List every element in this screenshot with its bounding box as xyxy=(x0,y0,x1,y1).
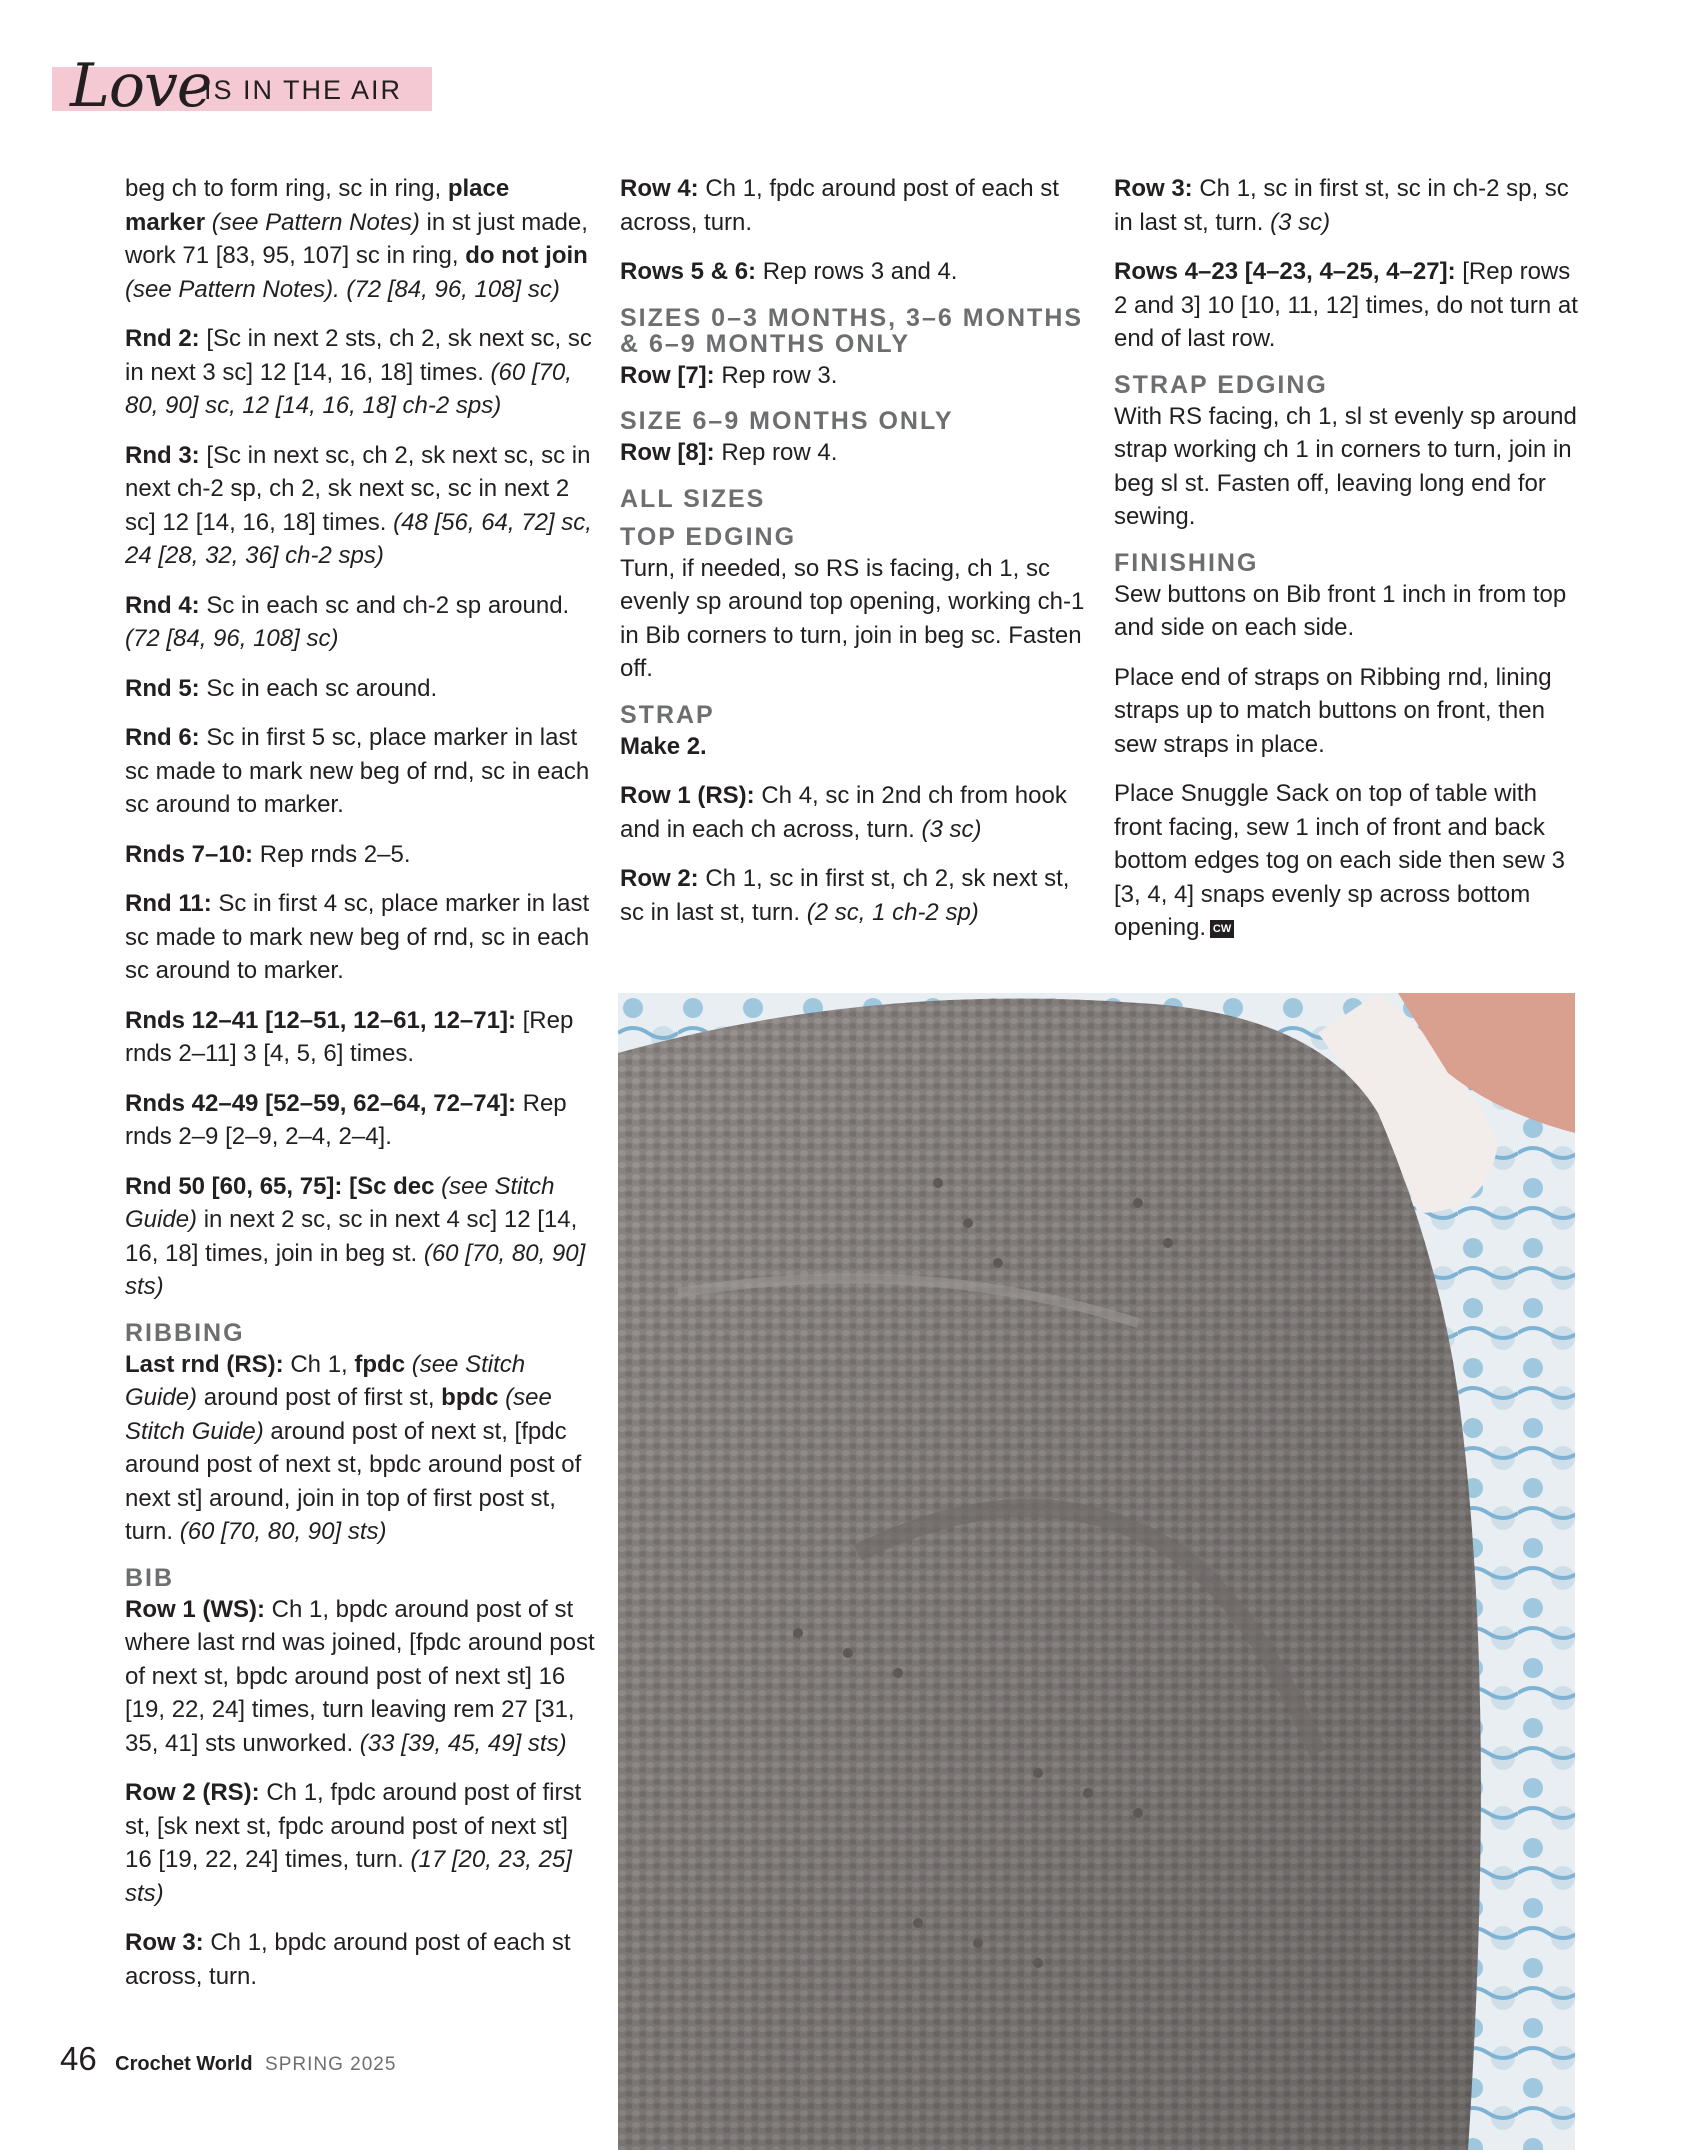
paragraph: Rows 5 & 6: Rep rows 3 and 4. xyxy=(620,258,958,285)
paragraph: Rnd 50 [60, 65, 75]: [Sc dec (see Stitch Guide) in next 2 sc, sc in next 4 sc] 12 [14, 16, 18] times, join in beg st. (60 [70, 80, 90] sts) xyxy=(125,1172,586,1300)
section-heading-strap: STRAP xyxy=(620,700,715,729)
paragraph: Rnds 42–49 [52–59, 62–64, 72–74]: Rep rnds 2–9 [2–9, 2–4, 2–4]. xyxy=(125,1089,567,1150)
section-heading-all-sizes: ALL SIZES xyxy=(620,484,766,513)
section-heading-sizes: SIZES 0–3 MONTHS, 3–6 MONTHS & 6–9 MONTHS ONLY xyxy=(620,303,1084,358)
paragraph: Row 2 (RS): Ch 1, fpdc around post of first st, [sk next st, fpdc around post of next st] 16 [19, 22, 24] times, turn. (17 [20, 23, 25] sts) xyxy=(125,1779,582,1907)
paragraph: Make 2. xyxy=(620,732,707,760)
paragraph: Rnd 5: Sc in each sc around. xyxy=(125,674,438,702)
paragraph: beg ch to form ring, sc in ring, place marker (see Pattern Notes) in st just made, work 71 [83, 95, 107] sc in ring, do not join (see Pattern Notes). (72 [84, 96, 108] sc) xyxy=(125,175,588,303)
paragraph: Row 3: Ch 1, bpdc around post of each st across, turn. xyxy=(125,1929,571,1990)
issue-label: SPRING 2025 xyxy=(265,2054,397,2075)
paragraph: Row 1 (RS): Ch 4, sc in 2nd ch from hook and in each ch across, turn. (3 sc) xyxy=(620,782,1067,843)
banner-title: IS IN THE AIR xyxy=(204,75,403,105)
paragraph: Row [8]: Rep row 4. xyxy=(620,439,838,466)
paragraph: Place Snuggle Sack on top of table with front facing, sew 1 inch of front and back bottom edges tog on each side then sew 3 [3, 4, 4] snaps evenly sp across bottom opening. CW xyxy=(1114,780,1565,941)
paragraph: Rnd 3: [Sc in next sc, ch 2, sk next sc, sc in next ch-2 sp, ch 2, sk next sc, sc in next 2 sc] 12 [14, 16, 18] times. (48 [56, 64, 72] sc, 24 [28, 32, 36] ch-2 sps) xyxy=(125,441,592,569)
section-heading-size-6-9: SIZE 6–9 MONTHS ONLY xyxy=(620,407,954,435)
paragraph: Rnd 11: Sc in first 4 sc, place marker in last sc made to mark new beg of rnd, sc in each sc around to marker. xyxy=(125,890,590,984)
paragraph: Row [7]: Rep row 3. xyxy=(620,361,838,389)
section-heading-bib: BIB xyxy=(125,1563,175,1592)
paragraph: Rnd 2: [Sc in next 2 sts, ch 2, sk next sc, sc in next 3 sc] 12 [14, 16, 18] times. (60 [70, 80, 90] sc, 12 [14, 16, 18] ch-2 sps) xyxy=(125,325,592,419)
paragraph: With RS facing, ch 1, sl st evenly sp around strap working ch 1 in corners to turn, join in beg sl st. Fasten off, leaving long end for sewing. xyxy=(1114,402,1577,530)
paragraph: Sew buttons on Bib front 1 inch in from top and side on each side. xyxy=(1114,580,1567,641)
paragraph: Rnds 7–10: Rep rnds 2–5. xyxy=(125,840,411,868)
snuggle-sack-photo xyxy=(618,993,1575,2150)
banner-script-word: Love xyxy=(70,51,212,121)
paragraph: Row 4: Ch 1, fpdc around post of each st across, turn. xyxy=(620,175,1059,236)
section-banner xyxy=(52,46,432,121)
paragraph: Place end of straps on Ribbing rnd, lining straps up to match buttons on front, then sew straps in place. xyxy=(1114,663,1552,758)
paragraph: Rnd 6: Sc in first 5 sc, place marker in last sc made to mark new beg of rnd, sc in each sc around to marker. xyxy=(125,724,590,818)
magazine-name: Crochet World xyxy=(115,2053,253,2075)
column-2 xyxy=(620,172,1090,945)
paragraph: Rnd 4: Sc in each sc and ch-2 sp around. (72 [84, 96, 108] sc) xyxy=(125,591,570,652)
paragraph: Rows 4–23 [4–23, 4–25, 4–27]: [Rep rows 2 and 3] 10 [10, 11, 12] times, do not turn at end of last row. xyxy=(1114,258,1578,352)
column-3 xyxy=(1114,172,1584,961)
section-heading-top-edging: TOP EDGING xyxy=(620,522,797,551)
paragraph: Row 3: Ch 1, sc in first st, sc in ch-2 sp, sc in last st, turn. (3 sc) xyxy=(1114,175,1569,236)
paragraph: Last rnd (RS): Ch 1, fpdc (see Stitch Guide) around post of first st, bpdc (see Stitch Guide) around post of next st, [fpdc around post of next st, bpdc around post of next st] around, join in top of first post st, turn. (60 [70, 80, 90] sts) xyxy=(125,1350,582,1545)
paragraph: Row 1 (WS): Ch 1, bpdc around post of st where last rnd was joined, [fpdc around post of next st, bpdc around post of next st] 16 [19, 22, 24] times, turn leaving rem 27 [31, 35, 41] sts unworked. (33 [39, 45, 49] sts) xyxy=(125,1595,595,1757)
section-heading-strap-edging: STRAP EDGING xyxy=(1114,370,1328,399)
page-number: 46 xyxy=(60,2040,97,2077)
paragraph: Rnds 12–41 [12–51, 12–61, 12–71]: [Rep rnds 2–11] 3 [4, 5, 6] times. xyxy=(125,1006,574,1067)
section-heading-ribbing: RIBBING xyxy=(125,1318,245,1347)
paragraph: Row 2: Ch 1, sc in first st, ch 2, sk next st, sc in last st, turn. (2 sc, 1 ch-2 sp) xyxy=(620,865,1070,926)
end-of-article-badge: CW xyxy=(1210,920,1234,938)
page-footer xyxy=(60,2040,396,2080)
paragraph: Turn, if needed, so RS is facing, ch 1, sc evenly sp around top opening, working ch-1 in Bib corners to turn, join in beg sc. Fasten off. xyxy=(620,554,1085,682)
column-1 xyxy=(125,172,595,2009)
section-heading-finishing: FINISHING xyxy=(1114,548,1259,577)
